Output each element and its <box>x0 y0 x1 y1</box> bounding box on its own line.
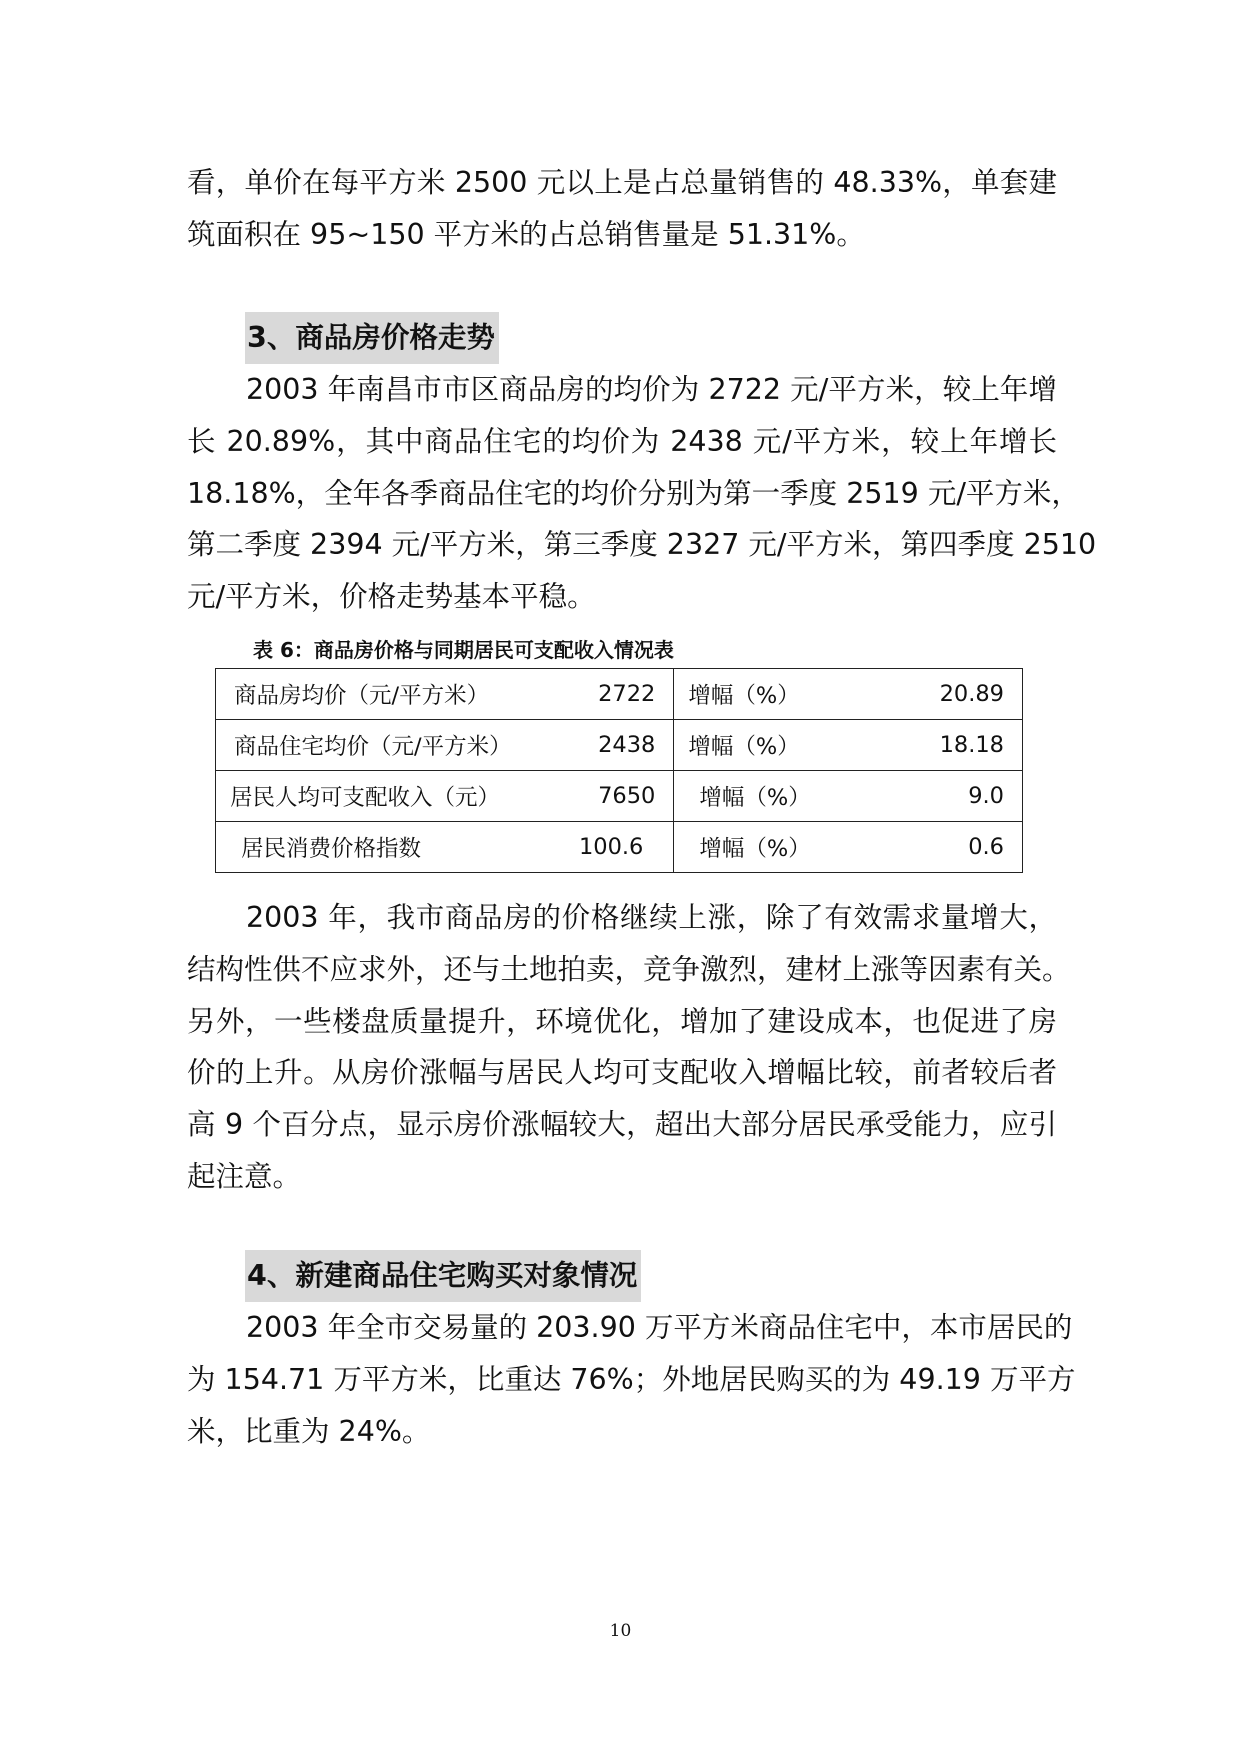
table-row <box>216 822 1023 873</box>
paragraph-line: 另外，一些楼盘质量提升，环境优化，增加了建设成本，也促进了房 <box>187 1004 1057 1038</box>
paragraph-line: 价的上升。从房价涨幅与居民人均可支配收入增幅比较，前者较后者 <box>187 1056 1057 1090</box>
paragraph-line: 2003 年全市交易量的 203.90 万平方米商品住宅中，本市居民的 <box>246 1311 1073 1344</box>
row-value: 2438 <box>598 732 656 758</box>
paragraph-buyers <box>187 1302 1076 1457</box>
paragraph-line: 起注意。 <box>187 1159 302 1193</box>
growth-value: 0.6 <box>968 834 1004 860</box>
table-cell <box>674 669 1023 720</box>
table-cell <box>674 822 1023 873</box>
growth-value: 20.89 <box>939 681 1004 707</box>
growth-label: 增幅（%） <box>688 683 800 709</box>
paragraph-price-trend <box>187 364 1097 623</box>
paragraph-line: 2003 年，我市商品房的价格继续上涨，除了有效需求量增大， <box>246 901 1057 934</box>
table-cell <box>216 720 674 771</box>
paragraph-line: 元/平方米，价格走势基本平稳。 <box>187 580 596 614</box>
row-label: 居民人均可支配收入（元） <box>230 785 501 811</box>
table-cell <box>216 771 674 822</box>
paragraph-line: 为 154.71 万平方米，比重达 76%；外地居民购买的为 49.19 万平方 <box>187 1362 1076 1396</box>
table-cell <box>216 669 674 720</box>
paragraph-line: 长 20.89%，其中商品住宅的均价为 2438 元/平方米，较上年增长 <box>187 424 1057 458</box>
page-number: 10 <box>609 1621 632 1641</box>
table-row <box>216 771 1023 822</box>
growth-label: 增幅（%） <box>688 734 800 760</box>
price-income-table <box>215 668 1023 873</box>
row-label: 商品住宅均价（元/平方米） <box>234 734 512 760</box>
paragraph-line: 看，单价在每平方米 2500 元以上是占总量销售的 48.33%，单套建 <box>187 166 1057 199</box>
paragraph-analysis <box>187 892 1071 1203</box>
paragraph-line: 米，比重为 24%。 <box>187 1414 431 1448</box>
paragraph-line: 结构性供不应求外，还与土地拍卖，竞争激烈，建材上涨等因素有关。 <box>187 952 1071 986</box>
paragraph-line: 高 9 个百分点，显示房价涨幅较大，超出大部分居民承受能力，应引 <box>187 1108 1057 1142</box>
paragraph-line: 第二季度 2394 元/平方米，第三季度 2327 元/平方米，第四季度 2510 <box>187 528 1097 562</box>
table-cell <box>216 822 674 873</box>
table-row <box>216 669 1023 720</box>
growth-label: 增幅（%） <box>699 785 811 811</box>
growth-value: 18.18 <box>939 732 1004 758</box>
table-row <box>216 720 1023 771</box>
paragraph-line: 2003 年南昌市市区商品房的均价为 2722 元/平方米，较上年增 <box>246 373 1057 406</box>
paragraph-top <box>187 157 1057 261</box>
growth-value: 9.0 <box>968 783 1004 809</box>
row-label: 商品房均价（元/平方米） <box>234 683 490 709</box>
section-heading-buyers: 4、新建商品住宅购买对象情况 <box>245 1250 641 1302</box>
paragraph-line: 筑面积在 95~150 平方米的占总销售量是 51.31%。 <box>187 217 865 251</box>
growth-label: 增幅（%） <box>699 836 811 862</box>
table-cell <box>674 771 1023 822</box>
row-value: 100.6 <box>578 834 644 860</box>
row-value: 7650 <box>598 783 656 809</box>
paragraph-line: 18.18%，全年各季商品住宅的均价分别为第一季度 2519 元/平方米， <box>187 476 1080 510</box>
section-heading-price-trend: 3、商品房价格走势 <box>245 312 499 364</box>
table-cell <box>674 720 1023 771</box>
row-value: 2722 <box>598 681 656 707</box>
row-label: 居民消费价格指数 <box>241 836 422 862</box>
table-caption: 表 6：商品房价格与同期居民可支配收入情况表 <box>253 638 674 662</box>
